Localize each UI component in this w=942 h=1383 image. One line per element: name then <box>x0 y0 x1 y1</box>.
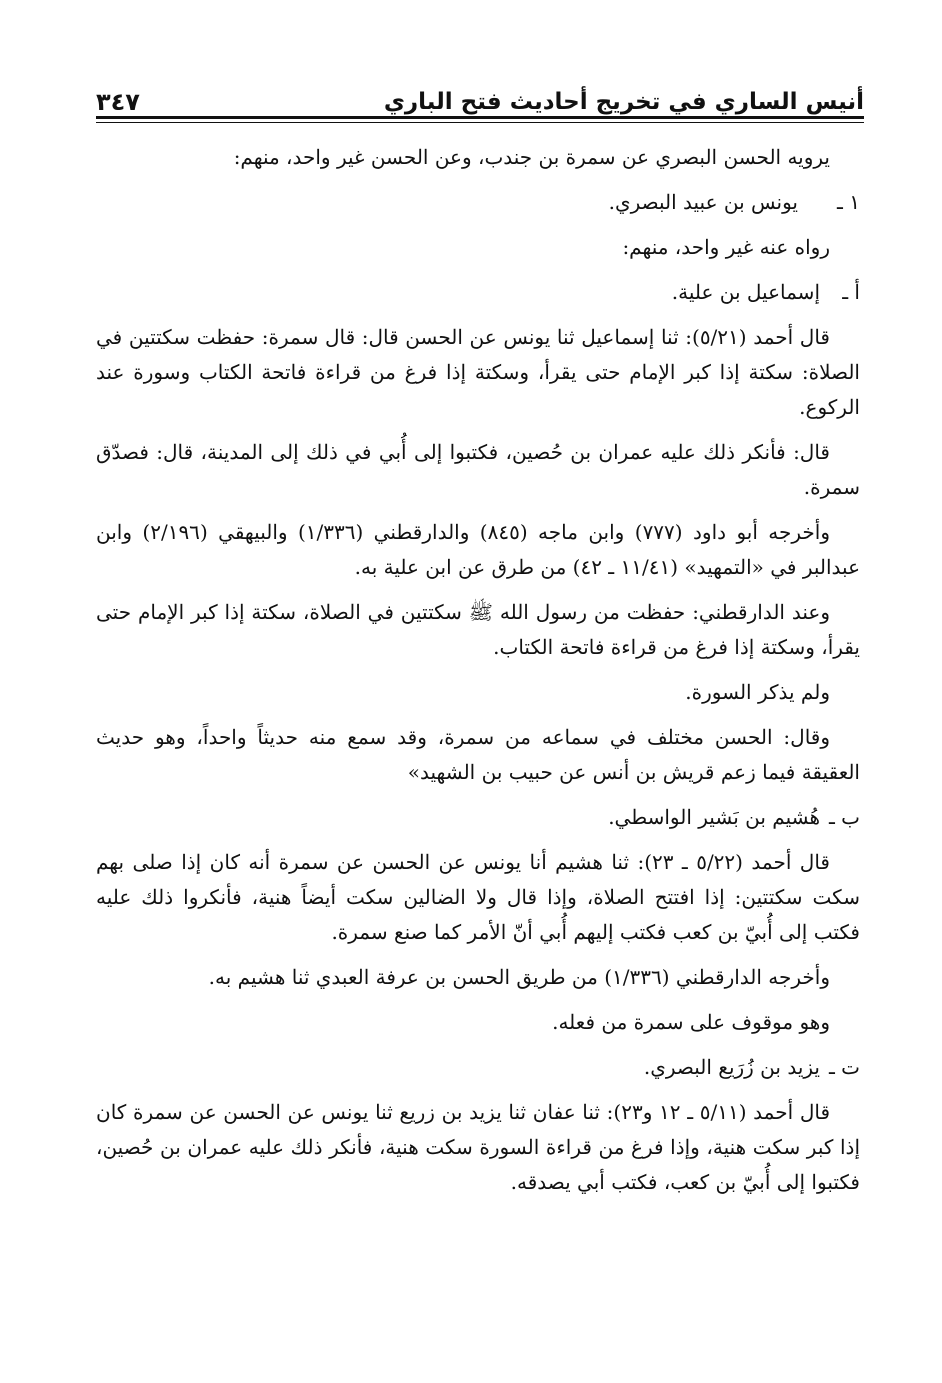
paragraph: قال: فأنكر ذلك عليه عمران بن حُصين، فكتبوا إلى أُبي في ذلك إلى المدينة، قال: فصدّق سمرة. <box>96 440 860 499</box>
list-item <box>96 800 860 835</box>
paragraph: وأخرجه أبو داود (٧٧٧) وابن ماجه (٨٤٥) والدارقطني (١/٣٣٦) والبيهقي (٢/١٩٦) وابن عبدالبر في «التمهيد» (١١/٤١ ـ ٤٢) من طرق عن ابن علية به. <box>96 520 860 579</box>
header-rule-thick <box>96 116 864 119</box>
list-marker: ١ ـ <box>837 190 860 214</box>
book-title: أنيس الساري في تخريج أحاديث فتح الباري <box>383 89 864 115</box>
list-item <box>96 1050 860 1085</box>
paragraph: قال أحمد (٥/١١ ـ ١٢ و٢٣): ثنا عفان ثنا يزيد بن زريع ثنا يونس عن الحسن عن سمرة كان إذا كبر سكت هنية، وإذا فرغ من قراءة السورة سكت هنية، فأنكر ذلك عليه عمران بن حُصين، فكتبوا إلى أُبيّ بن كعب، فكتب أبي يصدقه. <box>96 1100 860 1194</box>
paragraph: قال أحمد (٥/٢٢ ـ ٢٣): ثنا هشيم أنا يونس عن الحسن عن سمرة أنه كان إذا صلى بهم سكت سكتتين: إذا افتتح الصلاة، وإذا قال ولا الضالين سكت أيضاً هنية، فأنكروا ذلك عليه فكتب إلى أُبيّ بن كعب فكتب إليهم أُبي أنّ الأمر كما صنع سمرة. <box>96 850 860 944</box>
list-item-text: إسماعيل بن علية. <box>671 280 820 304</box>
paragraph: وقال: الحسن مختلف في سماعه من سمرة، وقد سمع منه حديثاً واحداً، وهو حديث العقيقة فيما زعم قريش بن أنس عن حبيب بن الشهيد» <box>96 725 860 784</box>
page-number: ٣٤٧ <box>96 88 140 116</box>
list-marker: ت ـ <box>828 1055 860 1079</box>
list-item-text: يونس بن عبيد البصري. <box>608 190 798 214</box>
list-item <box>96 275 860 310</box>
paragraph: قال أحمد (٥/٢١): ثنا إسماعيل ثنا يونس عن الحسن قال: قال سمرة: حفظت سكتتين في الصلاة: سكتة إذا كبر الإمام حتى يقرأ، وسكتة إذا فرغ من قراءة فاتحة الكتاب وسورة عند الركوع. <box>96 325 860 419</box>
list-item-text: يزيد بن زُرَيع البصري. <box>643 1055 820 1079</box>
list-item-text: هُشيم بن بَشير الواسطي. <box>608 805 820 829</box>
list-marker: ب ـ <box>828 805 860 829</box>
header-rule-thin <box>96 122 864 123</box>
paragraph: ولم يذكر السورة. <box>685 680 830 704</box>
list-marker: أ ـ <box>842 280 860 304</box>
paragraph: رواه عنه غير واحد، منهم: <box>622 235 830 259</box>
page-header <box>96 78 864 114</box>
paragraph: وأخرجه الدارقطني (١/٣٣٦) من طريق الحسن بن عرفة العبدي ثنا هشيم به. <box>208 965 830 989</box>
list-item <box>96 185 860 220</box>
paragraph: يرويه الحسن البصري عن سمرة بن جندب، وعن الحسن غير واحد، منهم: <box>233 145 830 169</box>
paragraph: وعند الدارقطني: حفظت من رسول الله ﷺ سكتتين في الصلاة، سكتة إذا كبر الإمام حتى يقرأ، وسكتة إذا فرغ من قراءة فاتحة الكتاب. <box>96 600 860 659</box>
page-body <box>96 140 860 1210</box>
paragraph: وهو موقوف على سمرة من فعله. <box>552 1010 830 1034</box>
